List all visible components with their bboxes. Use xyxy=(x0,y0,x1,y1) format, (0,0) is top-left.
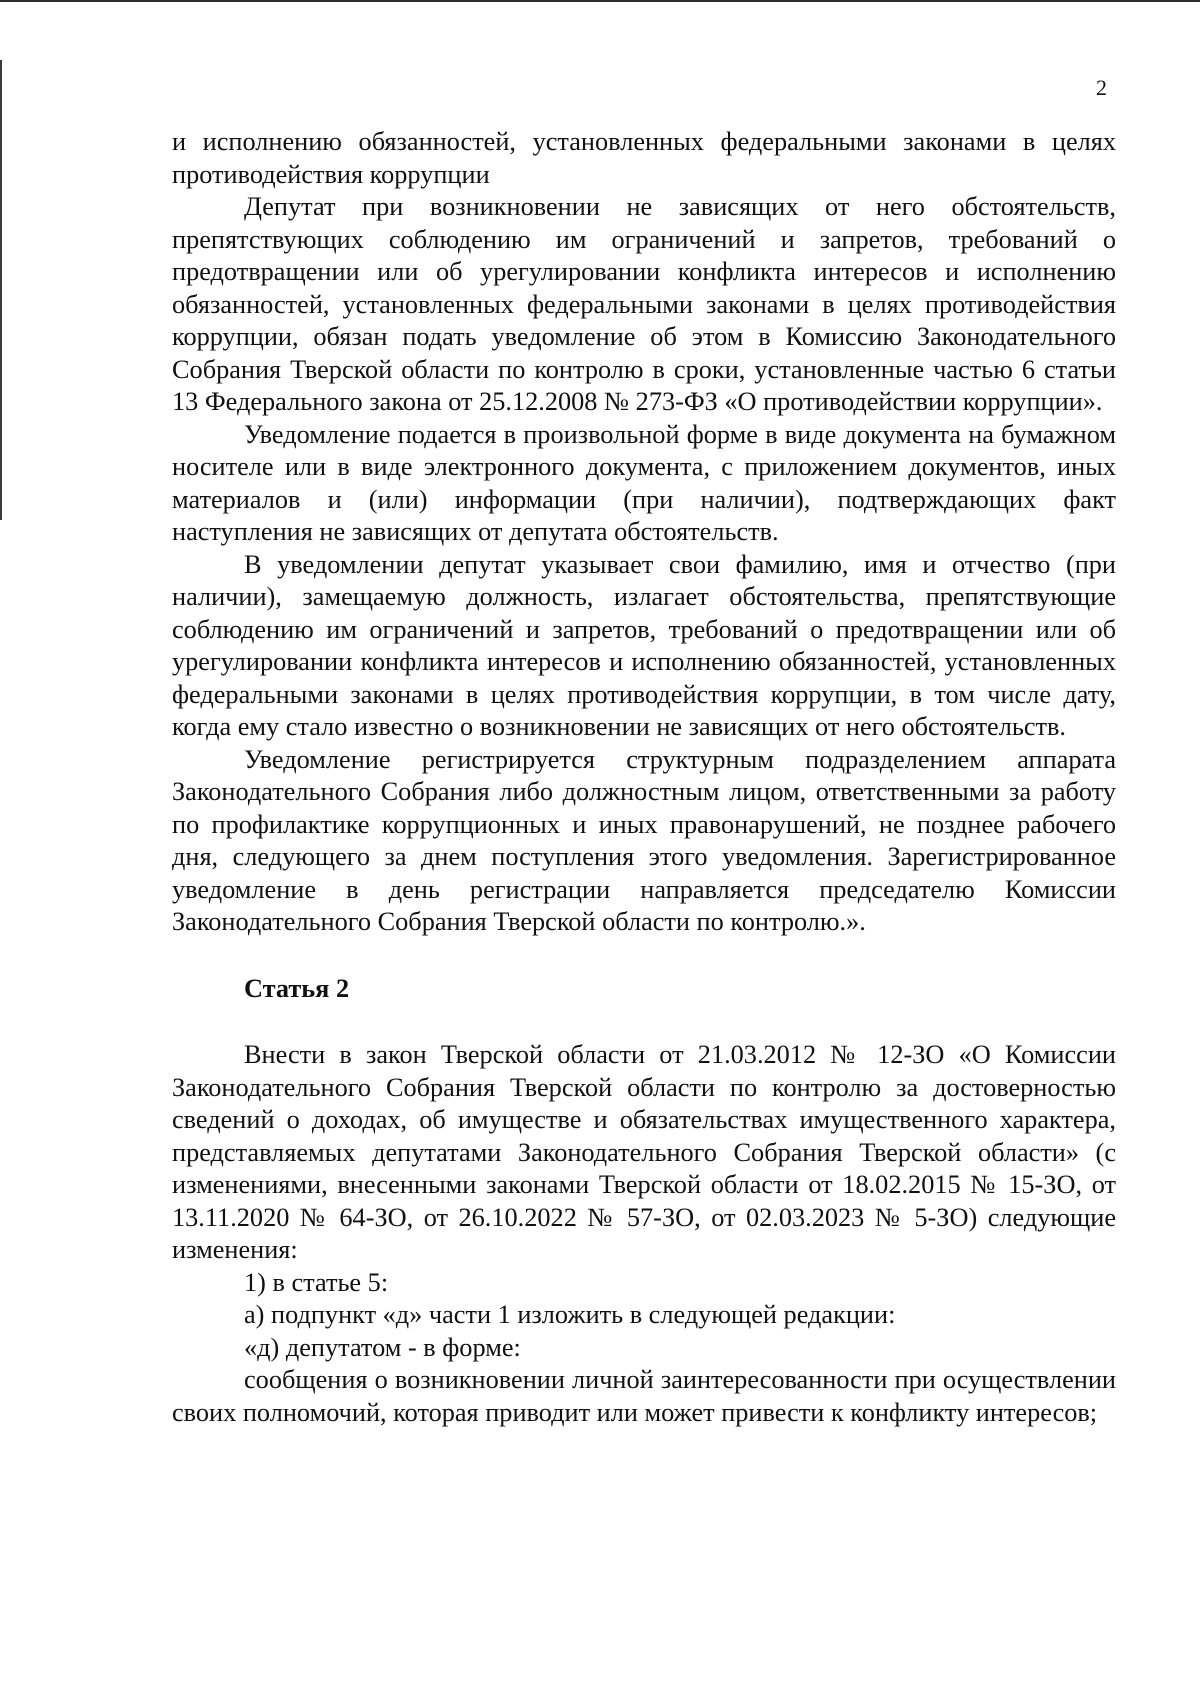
paragraph-amendment-intro: Внести в закон Тверской области от 21.03.2012 № 12-ЗО «О Комиссии Законодательного Собрания Тверской области по контролю за достоверностью сведений о доходах, об имуществе и обязательствах имущественного характера, представляемых депутатами Законодательного Собрания Тверской области» (с изменениями, внесенными законами Тверской области от 18.02.2015 № 15-ЗО, от 13.11.2020 № 64-ЗО, от 26.10.2022 № 57-ЗО, от 02.03.2023 № 5-ЗО) следующие изменения: xyxy=(172,1040,1116,1264)
paragraph-item-1: 1) в статье 5: xyxy=(244,1267,389,1297)
paragraph-continuation: и исполнению обязанностей, установленных федеральными законами в целях противодействия коррупции xyxy=(172,127,1116,189)
paragraph-subitem-a: а) подпункт «д» части 1 изложить в следующей редакции: xyxy=(244,1300,896,1329)
paragraph-deputy-obligation: Депутат при возникновении не зависящих от него обстоятельств, препятствующих соблюдению им ограничений и запретов, требований о предотвращении или об урегулировании конфликта интересов и исполнению обязанностей, установленных федеральными законами в целях противодействия коррупции, обязан подать уведомление об этом в Комиссию Законодательного Собрания Тверской области по контролю в сроки, установленные частью 6 статьи 13 Федерального закона от 25.12.2008 № 273-ФЗ «О противодействии коррупции». xyxy=(172,192,1116,416)
scan-edge-left xyxy=(0,60,2,520)
paragraph-notification-form: Уведомление подается в произвольной форме в виде документа на бумажном носителе или в виде электронного документа, с приложением документов, иных материалов и (или) информации (при наличии), подтверждающих факт наступления не зависящих от депутата обстоятельств. xyxy=(172,419,1116,546)
paragraph-message-form: сообщения о возникновении личной заинтересованности при осуществлении своих полномочий, которая приводит или может привести к конфликту интересов; xyxy=(172,1365,1116,1427)
article-heading: Статья 2 xyxy=(244,973,350,1003)
scan-edge-top xyxy=(0,0,1200,2)
document-body xyxy=(172,126,1116,1429)
page-number: 2 xyxy=(1096,75,1107,100)
paragraph-notification-registration: Уведомление регистрируется структурным подразделением аппарата Законодательного Собрания либо должностным лицом, ответственными за работу по профилактике коррупционных и иных правонарушений, не позднее рабочего дня, следующего за днем поступления этого уведомления. Зарегистрированное уведомление в день регистрации направляется председателю Комиссии Законодательного Собрания Тверской области по контролю.». xyxy=(172,744,1116,936)
paragraph-notification-content: В уведомлении депутат указывает свои фамилию, имя и отчество (при наличии), замещаемую должность, излагает обстоятельства, препятствующие соблюдению им ограничений и запретов, требований о предотвращении или об урегулировании конфликта интересов и исполнению обязанностей, установленных федеральными законами в целях противодействия коррупции, в том числе дату, когда ему стало известно о возникновении не зависящих от него обстоятельств. xyxy=(172,549,1116,741)
paragraph-subitem-d: «д) депутатом - в форме: xyxy=(244,1332,521,1362)
